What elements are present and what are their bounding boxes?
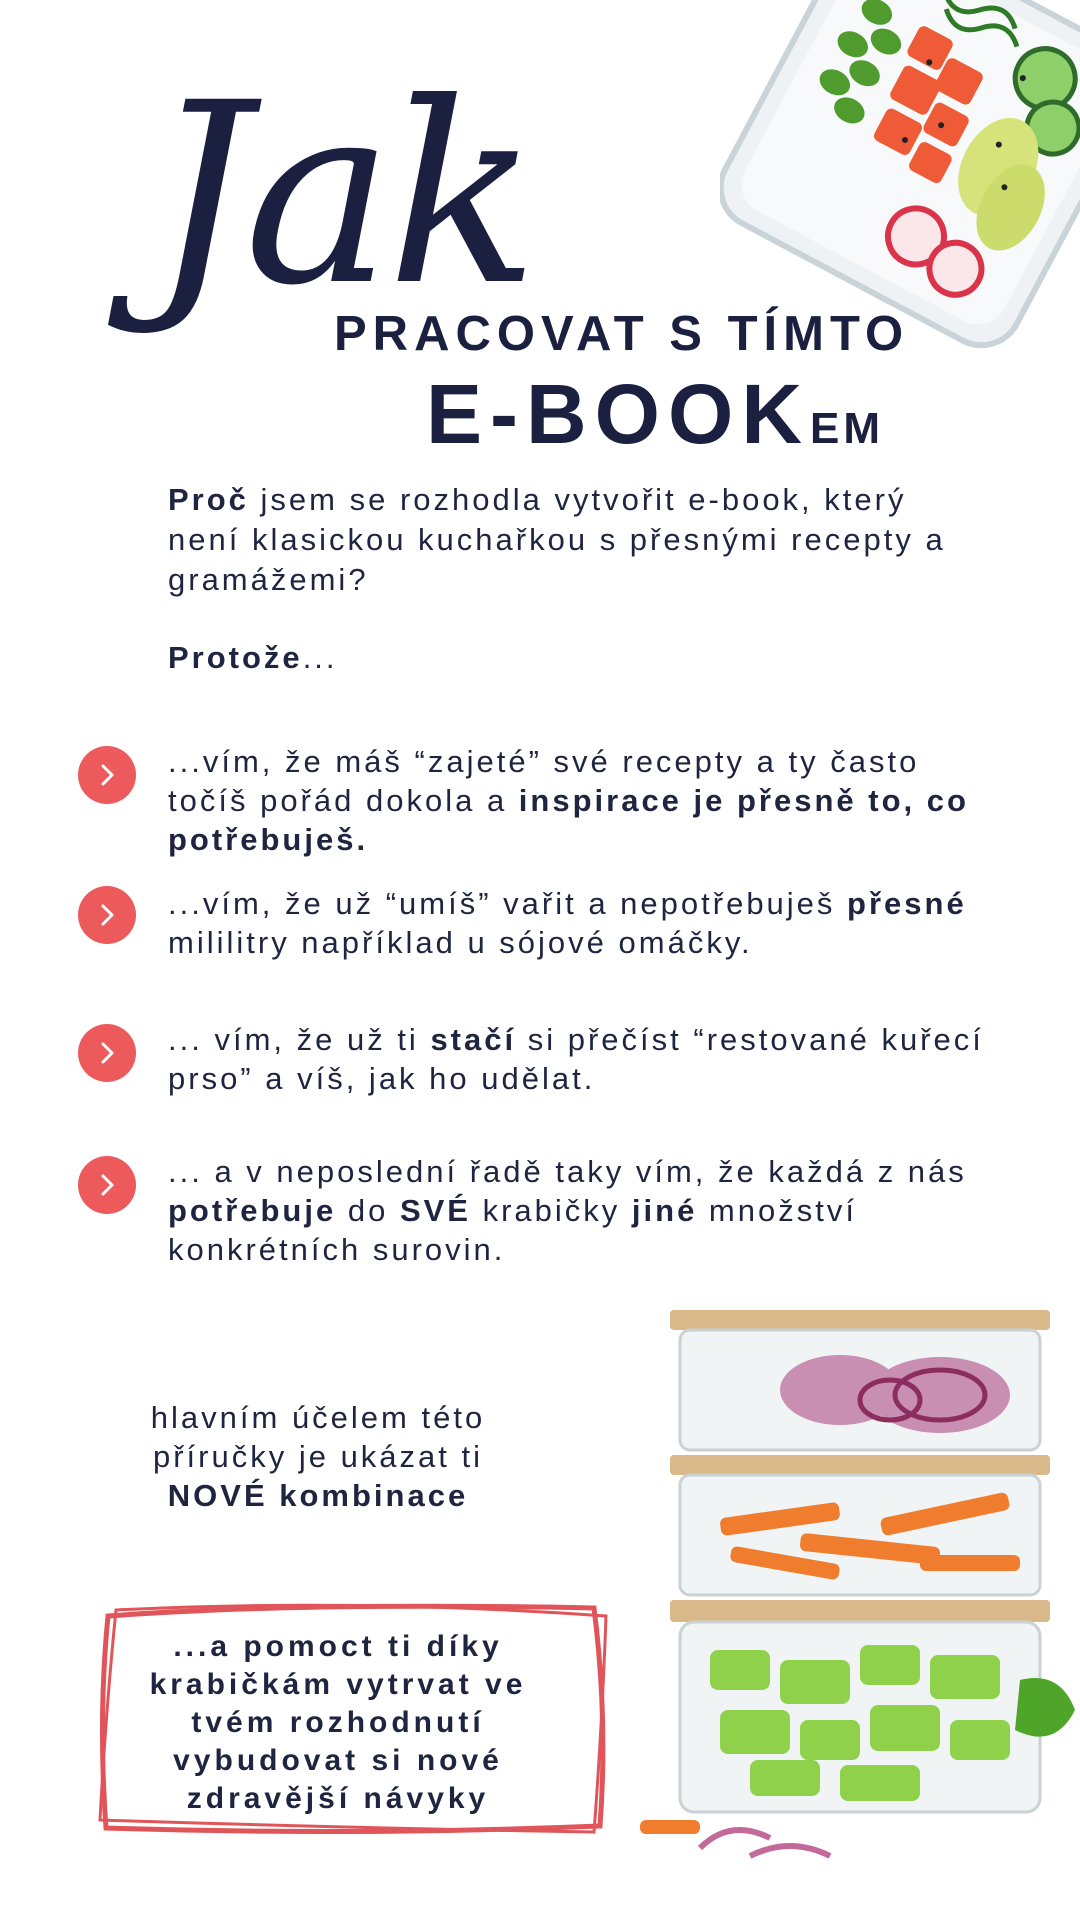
title-script-word: Jak	[150, 49, 533, 340]
title-line-1: PRACOVAT S TÍMTO	[334, 307, 910, 361]
bullet-2-bold: přesné	[847, 886, 967, 921]
purpose-bold: NOVÉ kombinace	[167, 1478, 469, 1513]
chevron-right-icon	[78, 1024, 136, 1082]
chevron-right-icon	[78, 1156, 136, 1214]
bullet-2-text-b: mililitry například u sójové omáčky.	[168, 925, 753, 960]
bullet-2-text-a: ...vím, že už “umíš” vařit a nepotřebuješ	[168, 886, 848, 921]
title-ebook: E-BOOK	[426, 367, 810, 461]
intro-paragraph	[168, 480, 988, 600]
bullet-item-4	[168, 1152, 1008, 1269]
bullet-item-2	[168, 884, 1048, 962]
chevron-right-icon	[78, 886, 136, 944]
box-line-1: ...a pomoct ti díky	[173, 1630, 503, 1663]
because-ellipsis: ...	[302, 640, 338, 675]
stacked-containers-image	[640, 1300, 1080, 1860]
box-line-3: tvém rozhodnutí	[191, 1706, 485, 1739]
bullet-4-text-d: množství konkrétních surovin.	[168, 1193, 857, 1267]
bullet-4-text-a: ... a v neposlední řadě taky vím, že každá z nás	[168, 1154, 967, 1189]
because-line	[168, 640, 338, 676]
bullet-4-text-b: do	[336, 1193, 400, 1228]
box-line-5: zdravější návyky	[186, 1782, 490, 1815]
purpose-text	[118, 1398, 518, 1515]
intro-bold-lead: Proč	[168, 482, 249, 517]
bullet-4-bold-a: potřebuje	[168, 1193, 337, 1228]
bullet-1-text: ...vím, že máš “zajeté” své recepty a ty často točíš pořád dokola a	[168, 744, 920, 818]
bullet-item-3	[168, 1020, 1008, 1098]
bullet-4-bold-b: SVÉ	[399, 1193, 471, 1228]
box-line-2: krabičkám vytrvat ve	[149, 1668, 527, 1701]
because-bold: Protože	[168, 640, 303, 675]
highlight-box-text	[118, 1628, 558, 1818]
bullet-4-text-c: krabičky	[470, 1193, 632, 1228]
bullet-4-bold-c: jiné	[631, 1193, 698, 1228]
box-line-4: vybudovat si nové	[173, 1744, 503, 1777]
bullet-1-bold: inspirace je přesně to, co potřebuješ.	[168, 783, 969, 857]
bullet-3-text-b: si přečíst “restované kuřecí prso” a víš, jak ho udělat.	[168, 1022, 984, 1096]
bullet-item-1	[168, 742, 988, 859]
chevron-right-icon	[78, 746, 136, 804]
bullet-3-text-a: ... vím, že už ti	[168, 1022, 431, 1057]
intro-text: jsem se rozhodla vytvořit e-book, který není klasickou kuchařkou s přesnými recepty a gramážemi?	[168, 482, 946, 597]
title-suffix: EM	[810, 404, 884, 453]
purpose-line-1: hlavním účelem této	[150, 1400, 486, 1435]
title-line-2	[426, 366, 884, 463]
purpose-line-2: příručky je ukázat ti	[152, 1439, 484, 1474]
bullet-3-bold: stačí	[430, 1022, 517, 1057]
